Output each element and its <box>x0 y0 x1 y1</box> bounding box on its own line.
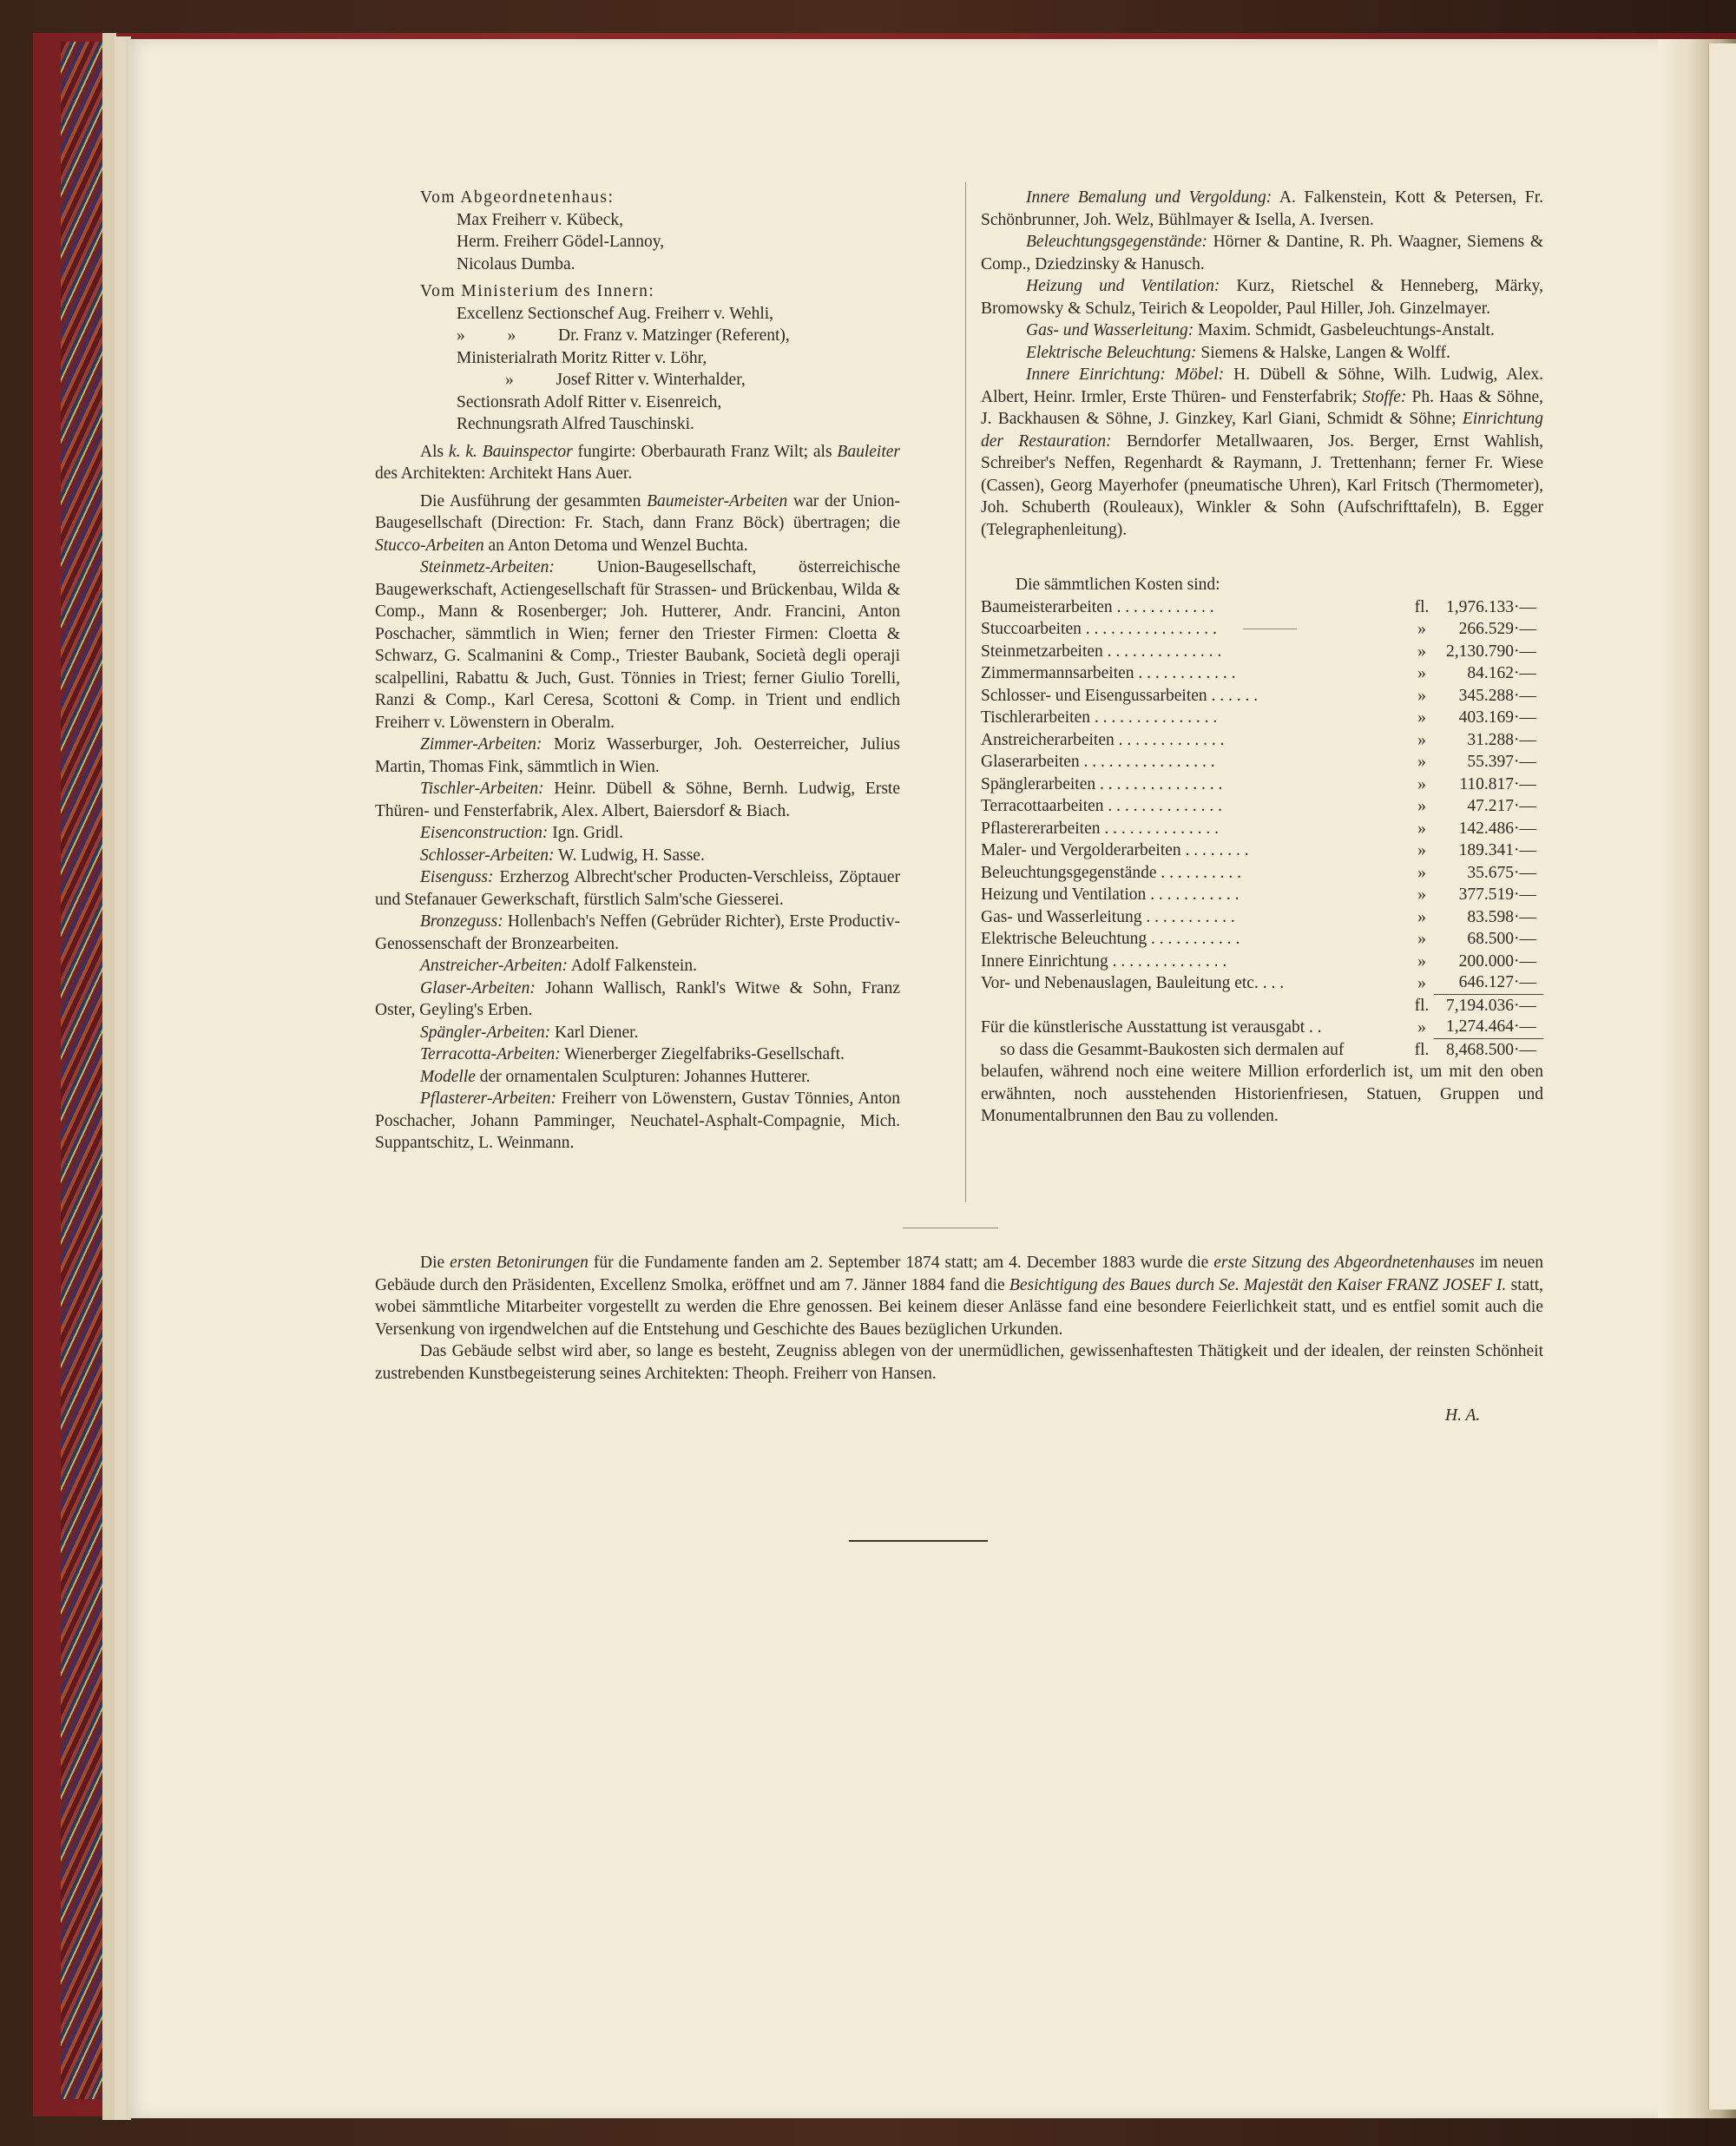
bauinspector-paragraph <box>375 441 900 485</box>
ministerium-heading: Vom Ministerium des Innern: <box>420 282 655 300</box>
author-signature: H. A. <box>1445 1406 1481 1425</box>
member-line: » Josef Ritter v. Winterhalder, <box>505 371 746 389</box>
italic-span: ersten Betonirungen <box>450 1254 589 1272</box>
cost-unit: » <box>1417 730 1426 749</box>
contractor-paragraph <box>981 275 1543 319</box>
text-span: statt, wobei sämmtliche Mitarbeiter vorgestellt zu werden die Ehre genossen. Bei keinem dieser Anlässe fand eine besondere Feierlichkeit statt, und es entfiel somit auch die Versenkung von irgendwelchen auf die Entstehung und Geschichte des Baues bezüglichen Urkunden. <box>375 1275 1543 1339</box>
contractor-paragraph <box>375 978 900 1022</box>
contractors-text: Union-Baugesellschaft, österreichische Baugewerkschaft, Actiengesellschaft für Strassen- und Brückenbau, Wilda & Comp., Mann & Rosenberger; Joh. Hutterer, Andr. Francini, Anton Poschacher, sämmtlich in Wien; ferner den Triester Firmen: Cloetta & Schwarz, G. Scalmanini & Comp., Triester Baubank, Società degli operaji scalpellini, Rabattu & Juch, Gust. Tönnies in Triest; ferner Giulio Torelli, Ranzi & Comp., Karl Ceresa, Scottoni & Comp. in Trient und endlich Freiherr v. Löwenstern in Oberalm. <box>375 558 900 732</box>
trade-label: Gas- und Wasserleitung: <box>1026 321 1194 339</box>
contractor-paragraph <box>375 822 900 845</box>
contractors-text: der ornamentalen Sculpturen: Johannes Hutterer. <box>475 1067 811 1086</box>
cost-row <box>981 641 1543 663</box>
italic-span: Besichtigung des Baues durch Se. Majestät den Kaiser FRANZ JOSEF I. <box>1009 1275 1507 1294</box>
italic-span: Bauleiter <box>837 442 900 461</box>
cost-label: Elektrische Beleuchtung . . . . . . . . . . . <box>981 930 1240 948</box>
cost-unit: » <box>1417 753 1426 771</box>
italic-span: erste Sitzung des Abgeordnetenhauses <box>1213 1254 1475 1272</box>
total-row <box>981 1039 1543 1062</box>
end-rule <box>849 1540 988 1542</box>
cost-table <box>981 596 1543 995</box>
cost-amount: 142.486·— <box>1458 819 1536 838</box>
trade-label: Innere Bemalung und Vergoldung: <box>1026 188 1272 207</box>
trade-label: Eisenguss: <box>420 868 494 886</box>
cost-amount: 68.500·— <box>1467 930 1536 948</box>
trade-label: Elektrische Beleuchtung: <box>1026 343 1197 362</box>
text-span: Als <box>420 442 449 461</box>
cost-amount: 83.598·— <box>1467 907 1536 926</box>
cost-row <box>981 972 1543 995</box>
ausfuehrung-paragraph <box>375 490 900 557</box>
cost-row <box>981 795 1543 818</box>
cost-unit: » <box>1417 642 1426 661</box>
cost-amount: 31.288·— <box>1467 730 1536 749</box>
cost-label: Beleuchtungsgegenstände . . . . . . . . . . <box>981 863 1242 882</box>
contractor-paragraph <box>375 955 900 978</box>
right-column <box>981 187 1543 1128</box>
text-span: fungirte: Oberbaurath Franz Wilt; als <box>572 442 838 461</box>
member-line: Nicolaus Dumba. <box>457 254 575 273</box>
italic-span: Baumeister-Arbeiten <box>647 491 788 510</box>
cost-label: Heizung und Ventilation . . . . . . . . . . . <box>981 885 1240 904</box>
text-span: Die Ausführung der gesammten <box>420 491 648 510</box>
cost-label: Für die künstlerische Ausstattung ist verausgabt . . <box>981 1018 1322 1037</box>
trade-label: Schlosser-Arbeiten: <box>420 846 555 865</box>
trade-label: Heizung und Ventilation: <box>1026 277 1220 295</box>
cost-label: Gas- und Wasserleitung . . . . . . . . . . . <box>981 907 1235 926</box>
cost-unit: fl. <box>1414 1040 1430 1059</box>
contractors-text: Ph. Haas & Söhne, J. Backhausen & Söhne, J. Ginzkey, Karl Giani, Schmidt & Söhne; <box>981 387 1543 428</box>
trade-label: Pflasterer-Arbeiten: <box>420 1089 557 1108</box>
cost-row <box>981 884 1543 906</box>
cost-row <box>981 662 1543 685</box>
cost-row <box>981 773 1543 796</box>
contractor-paragraph <box>375 1088 900 1155</box>
cost-amount: 1,976.133·— <box>1446 597 1536 616</box>
text-span: an Anton Detoma und Wenzel Buchta. <box>483 536 748 555</box>
cost-amount: 8,468.500·— <box>1446 1040 1536 1059</box>
trade-label: Eisenconstruction: <box>420 824 549 842</box>
cost-unit: » <box>1417 620 1426 638</box>
trade-label: Beleuchtungsgegenstände: <box>1026 233 1208 251</box>
trade-label: Bronzeguss: <box>420 912 503 931</box>
contractors-text: Freiherr von Löwenstern, Gustav Tönnies, Anton Poschacher, Johann Pamminger, Neuchatel-Asphalt-Compagnie, Mich. Suppantschitz, L. Weinmann. <box>375 1089 900 1152</box>
cost-amount: 266.529·— <box>1458 620 1536 638</box>
cost-unit: » <box>1417 885 1426 904</box>
trade-label: Spängler-Arbeiten: <box>420 1023 551 1042</box>
cost-row <box>981 685 1543 708</box>
cost-label: Schlosser- und Eisengussarbeiten . . . . . . <box>981 686 1259 705</box>
contractors-text: A. Falkenstein, Kott & Petersen, Fr. Schönbrunner, Joh. Welz, Bühlmayer & Isella, A. Iversen. <box>981 188 1543 229</box>
member-line: Sectionsrath Adolf Ritter v. Eisenreich, <box>457 392 722 411</box>
contractors-text: Heinr. Dübell & Söhne, Bernh. Ludwig, Erste Thüren- und Fensterfabrik, Alex. Albert, Baiersdorf & Biach. <box>375 780 900 820</box>
member-line: Ministerialrath Moritz Ritter v. Löhr, <box>457 348 707 367</box>
contractors-text: H. Dübell & Söhne, Wilh. Ludwig, Alex. Albert, Heinr. Irmler, Erste Thüren- und Fensterfabrik; <box>981 365 1544 406</box>
contractors-text: Erzherzog Albrecht'scher Producten-Verschleiss, Zöptauer und Stefanauer Gewerkschaft, fürstlich Salm'sche Giesserei. <box>375 868 900 909</box>
costs-heading: Die sämmtlichen Kosten sind: <box>1016 576 1220 594</box>
contractors-text: Berndorfer Metallwaaren, Jos. Berger, Ernst Wahlish, Schreiber's Neffen, Regenhardt & Raymann, J. Trettenhann; ferner Fr. Wiese (Cassen), Georg Mayerhofer (pneumatische Uhren), Karl Fritsch (Thermometer), Joh. Schuberth (Rouleaux), Winkler & Sohn (Aufschrifttafeln), B. Egger (Telegraphenleitung). <box>981 431 1543 539</box>
text-span: im neuen Gebäude durch den Präsidenten, Excellenz Smolka, eröffnet und am 7. Jänner 1884 fand die <box>375 1254 1543 1294</box>
member-line: Max Freiherr v. Kübeck, <box>457 210 624 229</box>
cost-amount: 110.817·— <box>1459 774 1536 793</box>
contractors-text: Karl Diener. <box>550 1023 639 1042</box>
cost-row <box>981 596 1543 619</box>
cost-amount: 345.288·— <box>1458 686 1536 705</box>
contractors-text: Adolf Falkenstein. <box>568 957 697 975</box>
member-line: Excellenz Sectionschef Aug. Freiherr v. Wehli, <box>457 304 774 323</box>
trade-label: Einrichtung der Restauration: <box>981 410 1543 451</box>
innere-einrichtung-paragraph <box>981 364 1543 541</box>
contractor-paragraph <box>981 342 1543 365</box>
contractor-paragraph <box>981 319 1543 342</box>
text-span: war der Union-Baugesellschaft (Direction: Fr. Stach, dann Franz Böck) übertragen; die <box>375 491 900 532</box>
contractors-text: Ign. Gridl. <box>548 824 623 842</box>
contractors-text: Johann Wallisch, Rankl's Witwe & Sohn, Franz Oster, Geyling's Erben. <box>375 978 900 1019</box>
contractor-paragraph <box>375 734 900 778</box>
cost-unit: » <box>1417 819 1426 838</box>
cost-amount: 1,274.464·— <box>1434 1016 1543 1039</box>
cost-unit: » <box>1417 930 1426 948</box>
cost-label: Glaserarbeiten . . . . . . . . . . . . . . . . <box>981 753 1215 771</box>
cost-row <box>981 928 1543 951</box>
contractors-text: Moriz Wasserburger, Joh. Oesterreicher, Julius Martin, Thomas Fink, sämmtlich in Wien. <box>375 735 900 776</box>
contractor-paragraph <box>375 845 900 867</box>
contractor-paragraph <box>375 911 900 955</box>
cost-label: Terracottaarbeiten . . . . . . . . . . . . . . <box>981 797 1223 815</box>
contractors-text: Wienerberger Ziegelfabriks-Gesellschaft. <box>560 1045 845 1063</box>
cost-row <box>981 862 1543 885</box>
trade-label: Tischler-Arbeiten: <box>420 780 544 798</box>
gebaeude-paragraph: Das Gebäude selbst wird aber, so lange es besteht, Zeugniss ablegen von der unermüdlichen, gewissenhaftesten Thätigkeit und der idealen, der reinsten Schönheit zustrebenden Kunstbegeisterung seines Architekten: Theoph. Freiherr von Hansen. <box>375 1342 1543 1383</box>
cost-unit: fl. <box>1414 597 1430 616</box>
cost-unit: » <box>1417 841 1426 859</box>
text-span: des Architekten: Architekt Hans Auer. <box>375 464 633 483</box>
cost-amount: 7,194.036·— <box>1446 996 1536 1015</box>
cost-label: so dass die Gesammt-Baukosten sich dermalen auf <box>1000 1040 1345 1059</box>
cost-row <box>981 839 1543 862</box>
cost-amount: 55.397·— <box>1467 753 1536 771</box>
contractors-text: Hollenbach's Neffen (Gebrüder Richter), Erste Productiv-Genossenschaft der Bronzearbeiten. <box>375 912 900 953</box>
betonirungen-paragraph <box>375 1252 1543 1340</box>
contractor-paragraph <box>375 556 900 734</box>
kunst-row <box>981 1017 1543 1039</box>
contractors-text: Kurz, Rietschel & Henneberg, Märky, Bromowsky & Schulz, Teirich & Leopolder, Paul Hiller, Joh. Ginzelmayer. <box>981 277 1544 318</box>
cost-label: Baumeisterarbeiten . . . . . . . . . . . . <box>981 597 1214 616</box>
contractors-text: Hörner & Dantine, R. Ph. Waagner, Siemens & Comp., Dziedzinsky & Hanusch. <box>981 233 1543 273</box>
cost-unit: » <box>1417 797 1426 815</box>
cost-row <box>981 729 1543 752</box>
text-span: Die <box>420 1254 450 1272</box>
cost-label: Pflastererarbeiten . . . . . . . . . . . . . . <box>981 819 1220 838</box>
cost-unit: » <box>1417 974 1426 992</box>
trade-label: Innere Einrichtung: Möbel: <box>1026 365 1225 384</box>
trade-label: Modelle <box>420 1067 476 1086</box>
cost-amount: 403.169·— <box>1458 708 1536 727</box>
italic-span: Stucco-Arbeiten <box>375 536 484 555</box>
cost-unit: » <box>1417 863 1426 882</box>
text-span: für die Fundamente fanden am 2. September 1874 statt; am 4. December 1883 wurde die <box>588 1254 1214 1272</box>
cost-label: Innere Einrichtung . . . . . . . . . . . . . . <box>981 951 1227 971</box>
cost-label: Maler- und Vergolderarbeiten . . . . . . . . <box>981 841 1249 859</box>
contractor-paragraph <box>375 1043 900 1066</box>
cost-unit: » <box>1417 951 1426 971</box>
cost-amount: 200.000·— <box>1458 951 1536 971</box>
cost-unit: fl. <box>1414 996 1430 1015</box>
left-column <box>375 187 900 1155</box>
trade-label: Zimmer-Arbeiten: <box>420 735 542 754</box>
abgeordnetenhaus-heading: Vom Abgeordnetenhaus: <box>420 188 615 207</box>
cost-amount: 2,130.790·— <box>1446 642 1536 661</box>
trade-label: Glaser-Arbeiten: <box>420 978 536 997</box>
closing-text: belaufen, während noch eine weitere Million erforderlich ist, um mit den oben erwähnten, noch ausstehenden Historienfriesen, Statuen, Gruppen und Monumentalbrunnen den Bau zu vollenden. <box>981 1063 1543 1125</box>
contractor-paragraph <box>981 187 1543 231</box>
cost-label: Vor- und Nebenauslagen, Bauleitung etc. . . . <box>981 974 1285 992</box>
trade-label: Steinmetz-Arbeiten: <box>420 558 555 576</box>
cost-unit: » <box>1417 708 1426 727</box>
cost-label: Anstreicherarbeiten . . . . . . . . . . . . . <box>981 730 1225 749</box>
cost-row <box>981 707 1543 729</box>
contractor-paragraph <box>981 231 1543 275</box>
subtotal-row <box>981 995 1543 1017</box>
italic-span: k. k. Bauinspector <box>448 442 573 461</box>
cost-label: Steinmetzarbeiten . . . . . . . . . . . . . . <box>981 642 1222 661</box>
cost-row <box>981 751 1543 773</box>
contractors-text: Siemens & Halske, Langen & Wolff. <box>1196 343 1450 362</box>
cost-row <box>981 906 1543 929</box>
trade-label: Stoffe: <box>1362 387 1407 406</box>
cost-amount: 35.675·— <box>1467 863 1536 882</box>
closing-section <box>375 1252 1543 1385</box>
contractor-paragraph <box>375 1022 900 1044</box>
cost-label: Zimmermannsarbeiten . . . . . . . . . . . . <box>981 664 1236 682</box>
trade-label: Terracotta-Arbeiten: <box>420 1045 561 1063</box>
cost-amount: 377.519·— <box>1458 885 1536 904</box>
contractor-paragraph <box>375 866 900 911</box>
cost-unit: » <box>1417 907 1426 926</box>
column-divider <box>965 182 966 1202</box>
cost-unit: » <box>1417 774 1426 793</box>
facing-page-edge <box>1708 43 1736 2110</box>
contractors-text: W. Ludwig, H. Sasse. <box>554 846 705 865</box>
cost-label: Tischlerarbeiten . . . . . . . . . . . . . . . <box>981 708 1218 727</box>
contractor-paragraph <box>375 1066 900 1089</box>
cost-amount: 47.217·— <box>1467 797 1536 815</box>
contractor-paragraph <box>375 778 900 822</box>
member-line: Herm. Freiherr Gödel-Lannoy, <box>457 233 665 251</box>
contractors-text: Maxim. Schmidt, Gasbeleuchtungs-Anstalt. <box>1194 321 1495 339</box>
cost-label: Stuccoarbeiten . . . . . . . . . . . . . . . . <box>981 620 1217 638</box>
cost-row <box>981 951 1543 973</box>
cost-label: Spänglerarbeiten . . . . . . . . . . . . . . . <box>981 774 1223 793</box>
cost-unit: » <box>1417 1018 1426 1037</box>
trade-label: Anstreicher-Arbeiten: <box>420 957 568 975</box>
cost-unit: » <box>1417 664 1426 682</box>
cost-amount: 189.341·— <box>1458 841 1536 859</box>
cost-row <box>981 818 1543 840</box>
cost-unit: » <box>1417 686 1426 705</box>
cost-amount: 84.162·— <box>1467 664 1536 682</box>
cost-amount: 646.127·— <box>1434 971 1543 995</box>
member-line: » » Dr. Franz v. Matzinger (Referent), <box>457 326 790 345</box>
member-line: Rechnungsrath Alfred Tauschinski. <box>457 415 694 433</box>
